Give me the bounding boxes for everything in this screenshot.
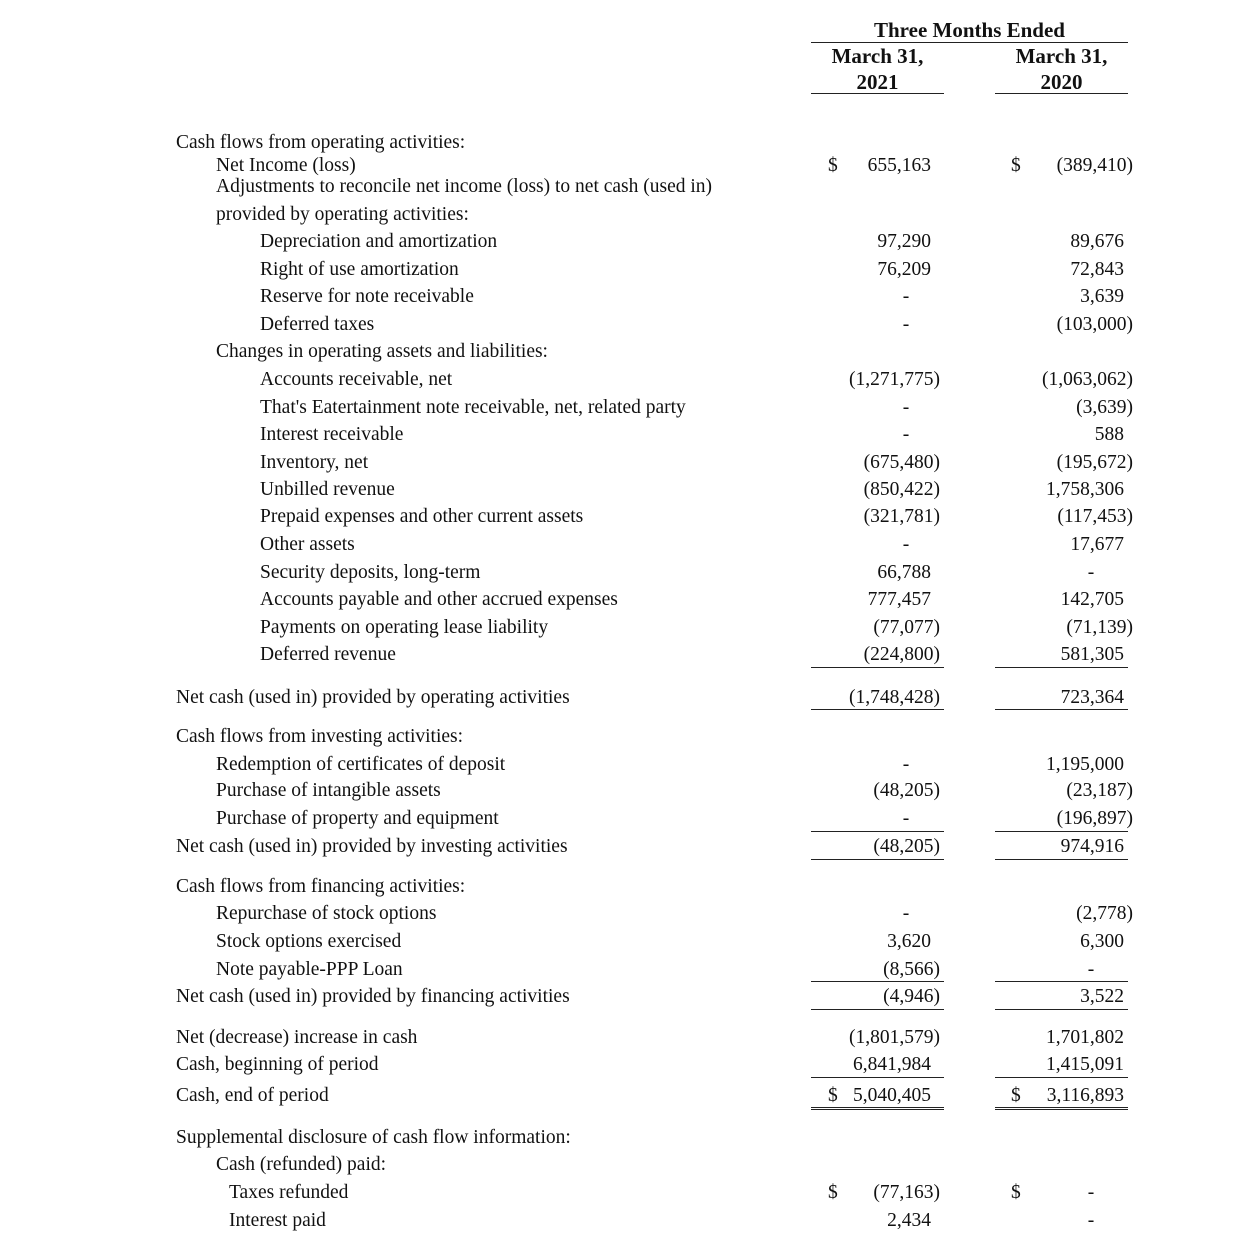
value-2021: - (902, 424, 910, 445)
statement-row (0, 228, 1241, 255)
total-rule (995, 859, 1128, 860)
value-2021: (321,781) (863, 506, 940, 527)
value-2020: (71,139) (1066, 617, 1133, 638)
statement-row (0, 900, 1241, 927)
value-2020: 3,116,893 (1046, 1085, 1124, 1106)
row-label: Adjustments to reconcile net income (loss) to net cash (used in) (216, 176, 713, 197)
statement-row (0, 956, 1241, 983)
statement-row (0, 1151, 1241, 1178)
value-2021: (48,205) (873, 780, 940, 801)
total-rule (995, 1109, 1128, 1110)
row-label: Cash flows from financing activities: (176, 876, 466, 897)
statement-row (0, 394, 1241, 421)
value-2020: 588 (1094, 424, 1124, 445)
row-label: Deferred taxes (260, 314, 375, 335)
row-label: Inventory, net (260, 452, 369, 473)
row-label: Cash flows from investing activities: (176, 726, 464, 747)
column-header-2020 (995, 43, 1128, 95)
value-2021: - (902, 903, 910, 924)
statement-row (0, 751, 1241, 778)
row-label: Payments on operating lease liability (260, 617, 549, 638)
statement-row (0, 723, 1241, 750)
row-label: Cash, beginning of period (176, 1054, 379, 1075)
row-label: Unbilled revenue (260, 479, 395, 500)
value-2021: 97,290 (877, 231, 931, 252)
row-label: Repurchase of stock options (216, 903, 437, 924)
currency-symbol-2020: $ (1011, 1085, 1021, 1106)
row-label: Prepaid expenses and other current assets (260, 506, 584, 527)
row-label: Depreciation and amortization (260, 231, 498, 252)
column-header-2021-year: 2021 (856, 70, 899, 94)
row-label: Deferred revenue (260, 644, 396, 665)
value-2021: 6,841,984 (853, 1054, 931, 1075)
statement-row (0, 366, 1241, 393)
value-2020: 1,415,091 (1046, 1054, 1124, 1075)
value-2020: 723,364 (1060, 687, 1124, 708)
row-label: Taxes refunded (229, 1182, 349, 1203)
value-2021: (1,271,775) (849, 369, 940, 390)
value-2021: (77,077) (873, 617, 940, 638)
statement-row (0, 586, 1241, 613)
statement-row (0, 805, 1241, 832)
row-label: Interest receivable (260, 424, 404, 445)
row-label: Stock options exercised (216, 931, 402, 952)
statement-row (0, 833, 1241, 860)
row-label: Right of use amortization (260, 259, 459, 280)
value-2020: (1,063,062) (1042, 369, 1133, 390)
column-header-2021-date: March 31, (831, 44, 924, 68)
row-label: Cash flows from operating activities: (176, 132, 466, 153)
value-2020: (2,778) (1076, 903, 1133, 924)
currency-symbol-2021: $ (828, 155, 838, 176)
value-2020: 6,300 (1080, 931, 1124, 952)
row-label: Purchase of property and equipment (216, 808, 499, 829)
statement-row (0, 777, 1241, 804)
statement-row (0, 1207, 1241, 1234)
row-label: Net cash (used in) provided by investing activities (176, 836, 568, 857)
total-rule (995, 93, 1128, 94)
value-2020: (196,897) (1056, 808, 1133, 829)
value-2020: 1,195,000 (1046, 754, 1124, 775)
value-2020: 3,639 (1080, 286, 1124, 307)
statement-row (0, 531, 1241, 558)
statement-row (0, 449, 1241, 476)
statement-row (0, 256, 1241, 283)
value-2021: - (902, 314, 910, 335)
statement-row (0, 173, 1241, 200)
value-2021: 3,620 (887, 931, 931, 952)
value-2020: (389,410) (1056, 155, 1133, 176)
value-2021: (1,748,428) (849, 687, 940, 708)
currency-symbol-2020: $ (1011, 155, 1021, 176)
statement-row (0, 338, 1241, 365)
total-rule (811, 831, 944, 832)
value-2020: - (1087, 562, 1095, 583)
value-2021: - (902, 754, 910, 775)
statement-row (0, 928, 1241, 955)
statement-row (0, 1051, 1241, 1078)
row-label: Accounts payable and other accrued expenses (260, 589, 618, 610)
statement-row (0, 421, 1241, 448)
value-2020: - (1087, 959, 1095, 980)
value-2021: 777,457 (867, 589, 931, 610)
statement-row (0, 283, 1241, 310)
statement-row (0, 201, 1241, 228)
value-2020: (195,672) (1056, 452, 1133, 473)
statement-row (0, 983, 1241, 1010)
value-2020: - (1087, 1182, 1095, 1203)
value-2020: 1,758,306 (1046, 479, 1124, 500)
row-label: Net cash (used in) provided by financing activities (176, 986, 570, 1007)
statement-row (0, 614, 1241, 641)
row-label: Supplemental disclosure of cash flow information: (176, 1127, 571, 1148)
row-label: That's Eatertainment note receivable, net, related party (260, 397, 686, 418)
value-2020: 974,916 (1060, 836, 1124, 857)
row-label: Security deposits, long-term (260, 562, 481, 583)
value-2020: 72,843 (1070, 259, 1124, 280)
total-rule (811, 93, 944, 94)
value-2020: 1,701,802 (1046, 1027, 1124, 1048)
value-2020: - (1087, 1210, 1095, 1231)
value-2021: - (902, 397, 910, 418)
row-label: Purchase of intangible assets (216, 780, 441, 801)
statement-row (0, 684, 1241, 711)
row-label: Cash (refunded) paid: (216, 1154, 387, 1175)
statement-row (0, 1124, 1241, 1151)
total-rule (811, 1107, 944, 1108)
statement-row (0, 1082, 1241, 1109)
value-2020: (3,639) (1076, 397, 1133, 418)
row-label: provided by operating activities: (216, 204, 469, 225)
total-rule (995, 667, 1128, 668)
total-rule (811, 709, 944, 710)
value-2021: - (902, 534, 910, 555)
row-label: Reserve for note receivable (260, 286, 474, 307)
value-2021: (1,801,579) (849, 1027, 940, 1048)
statement-row (0, 873, 1241, 900)
value-2021: (48,205) (873, 836, 940, 857)
value-2021: (224,800) (863, 644, 940, 665)
row-label: Accounts receivable, net (260, 369, 453, 390)
value-2021: 655,163 (867, 155, 931, 176)
total-rule (995, 831, 1128, 832)
total-rule (995, 981, 1128, 982)
total-rule (995, 1009, 1128, 1010)
value-2021: (4,946) (883, 986, 940, 1007)
total-rule (995, 709, 1128, 710)
value-2021: (675,480) (863, 452, 940, 473)
period-group-title: Three Months Ended (874, 18, 1065, 42)
value-2021: (8,566) (883, 959, 940, 980)
value-2020: (23,187) (1066, 780, 1133, 801)
total-rule (995, 1077, 1128, 1078)
value-2021: 2,434 (887, 1210, 931, 1231)
value-2020: 89,676 (1070, 231, 1124, 252)
row-label: Changes in operating assets and liabilities: (216, 341, 548, 362)
row-label: Other assets (260, 534, 355, 555)
value-2021: 5,040,405 (853, 1085, 931, 1106)
total-rule (811, 1077, 944, 1078)
statement-row (0, 476, 1241, 503)
value-2020: (103,000) (1056, 314, 1133, 335)
total-rule (811, 667, 944, 668)
statement-row (0, 311, 1241, 338)
row-label: Net cash (used in) provided by operating activities (176, 687, 570, 708)
total-rule (811, 859, 944, 860)
value-2020: (117,453) (1057, 506, 1133, 527)
row-label: Redemption of certificates of deposit (216, 754, 506, 775)
total-rule (811, 1109, 944, 1110)
row-label: Note payable-PPP Loan (216, 959, 403, 980)
currency-symbol-2021: $ (828, 1085, 838, 1106)
total-rule (811, 1009, 944, 1010)
statement-row (0, 559, 1241, 586)
column-header-2021 (811, 43, 944, 95)
row-label: Net Income (loss) (216, 155, 356, 176)
total-rule (995, 1107, 1128, 1108)
total-rule (811, 981, 944, 982)
statement-row (0, 1024, 1241, 1051)
statement-row (0, 1179, 1241, 1206)
row-label: Net (decrease) increase in cash (176, 1027, 418, 1048)
currency-symbol-2021: $ (828, 1182, 838, 1203)
value-2021: 76,209 (877, 259, 931, 280)
statement-row (0, 641, 1241, 668)
value-2021: - (902, 808, 910, 829)
value-2021: 66,788 (877, 562, 931, 583)
value-2020: 142,705 (1060, 589, 1124, 610)
value-2021: - (902, 286, 910, 307)
value-2020: 17,677 (1070, 534, 1124, 555)
currency-symbol-2020: $ (1011, 1182, 1021, 1203)
value-2021: (77,163) (873, 1182, 940, 1203)
statement-row (0, 503, 1241, 530)
row-label: Interest paid (229, 1210, 326, 1231)
row-label: Cash, end of period (176, 1085, 329, 1106)
value-2021: (850,422) (863, 479, 940, 500)
column-header-2020-year: 2020 (1040, 70, 1083, 94)
value-2020: 3,522 (1080, 986, 1124, 1007)
value-2020: 581,305 (1060, 644, 1124, 665)
column-header-2020-date: March 31, (1015, 44, 1108, 68)
